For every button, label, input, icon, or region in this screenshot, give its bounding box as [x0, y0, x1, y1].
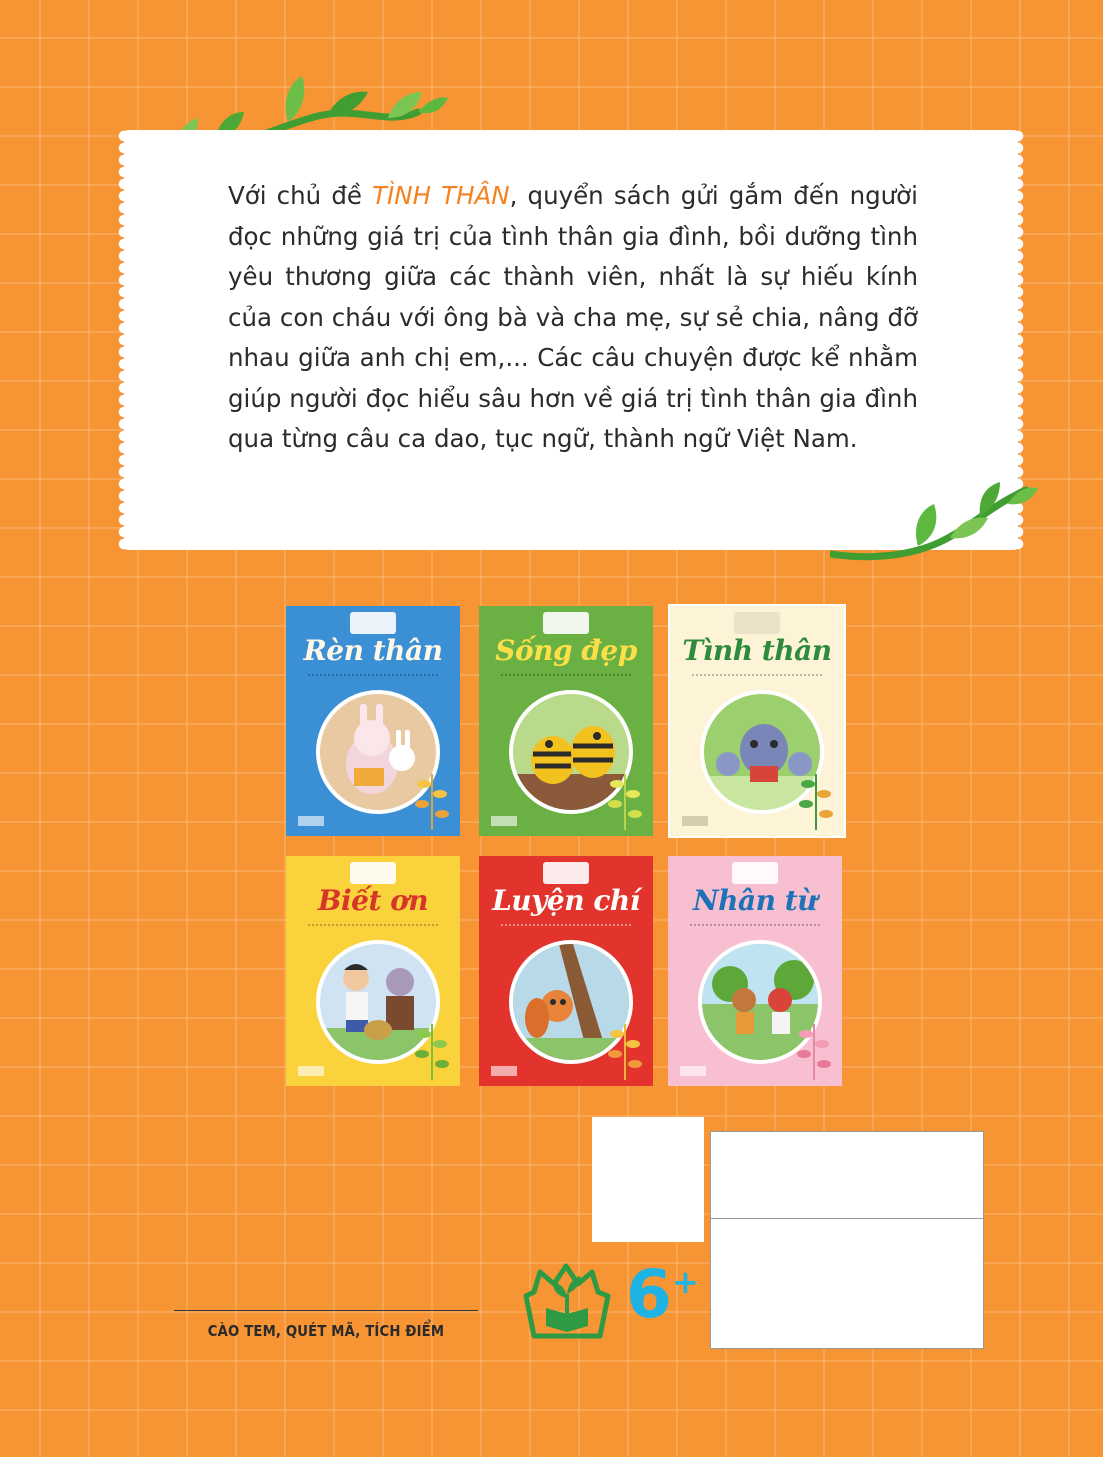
card-scallop-left	[118, 130, 128, 550]
publisher-logo	[350, 612, 396, 634]
scratch-label: CÀO TEM, QUÉT MÃ, TÍCH ĐIỂM	[207, 1322, 445, 1340]
book-cover[interactable]	[479, 856, 653, 1086]
book-cover[interactable]	[479, 606, 653, 836]
book-authors-line	[501, 674, 631, 682]
book-cover[interactable]	[286, 856, 460, 1086]
book-plant-icon	[520, 1262, 624, 1346]
barcode-area	[710, 1131, 984, 1349]
leaf-icon	[392, 1010, 452, 1080]
book-title: Rèn thân	[303, 634, 443, 667]
book-cover[interactable]	[286, 606, 460, 836]
publisher-mark	[298, 816, 324, 826]
publisher-logo	[350, 862, 396, 884]
book-title: Tình thân	[682, 634, 832, 667]
book-cover[interactable]	[668, 604, 846, 838]
leaf-icon	[774, 1010, 834, 1080]
age-number: 6	[626, 1256, 672, 1333]
publisher-logo	[543, 612, 589, 634]
book-title: Biết ơn	[317, 884, 429, 917]
scratch-line	[174, 1310, 478, 1311]
price-sticker-area	[592, 1117, 704, 1242]
description-text	[228, 176, 918, 460]
vine-bottom-right-icon	[830, 476, 1040, 586]
book-title: Luyện chí	[492, 884, 640, 917]
book-authors-line	[501, 924, 631, 932]
book-title: Sống đẹp	[495, 634, 637, 667]
book-authors-line	[308, 674, 438, 682]
book-authors-line	[690, 924, 820, 932]
description-lead: Với chủ đề	[228, 181, 373, 210]
publisher-logo	[732, 862, 778, 884]
description-body: , quyển sách gửi gắm đến người đọc những giá trị của tình thân gia đình, bồi dưỡng tình yêu thương giữa các thành viên, nhất là sự hiếu kính của con cháu với ông bà và cha mẹ, sự sẻ chia, nâng đỡ nhau giữa anh chị em,... Các câu chuyện được kể nhằm giúp người đọc hiểu sâu hơn về giá trị tình thân gia đình qua từng câu ca dao, tục ngữ, thành ngữ Việt Nam.	[228, 181, 918, 453]
book-authors-line	[308, 924, 438, 932]
book-cover[interactable]	[668, 856, 842, 1086]
leaf-icon	[776, 760, 836, 830]
leaf-icon	[585, 1010, 645, 1080]
publisher-logo	[734, 612, 780, 634]
book-title: Nhân từ	[693, 884, 817, 917]
book-authors-line	[692, 674, 822, 682]
publisher-mark	[680, 1066, 706, 1076]
book-series-grid	[286, 606, 842, 1086]
age-plus: +	[671, 1263, 699, 1301]
publisher-mark	[298, 1066, 324, 1076]
publisher-mark	[682, 816, 708, 826]
publisher-logo	[543, 862, 589, 884]
theme-highlight: TÌNH THÂN	[372, 181, 510, 210]
barcode-divider	[711, 1218, 983, 1219]
publisher-mark	[491, 1066, 517, 1076]
publisher-mark	[491, 816, 517, 826]
age-rating	[626, 1256, 699, 1333]
leaf-icon	[392, 760, 452, 830]
leaf-icon	[585, 760, 645, 830]
